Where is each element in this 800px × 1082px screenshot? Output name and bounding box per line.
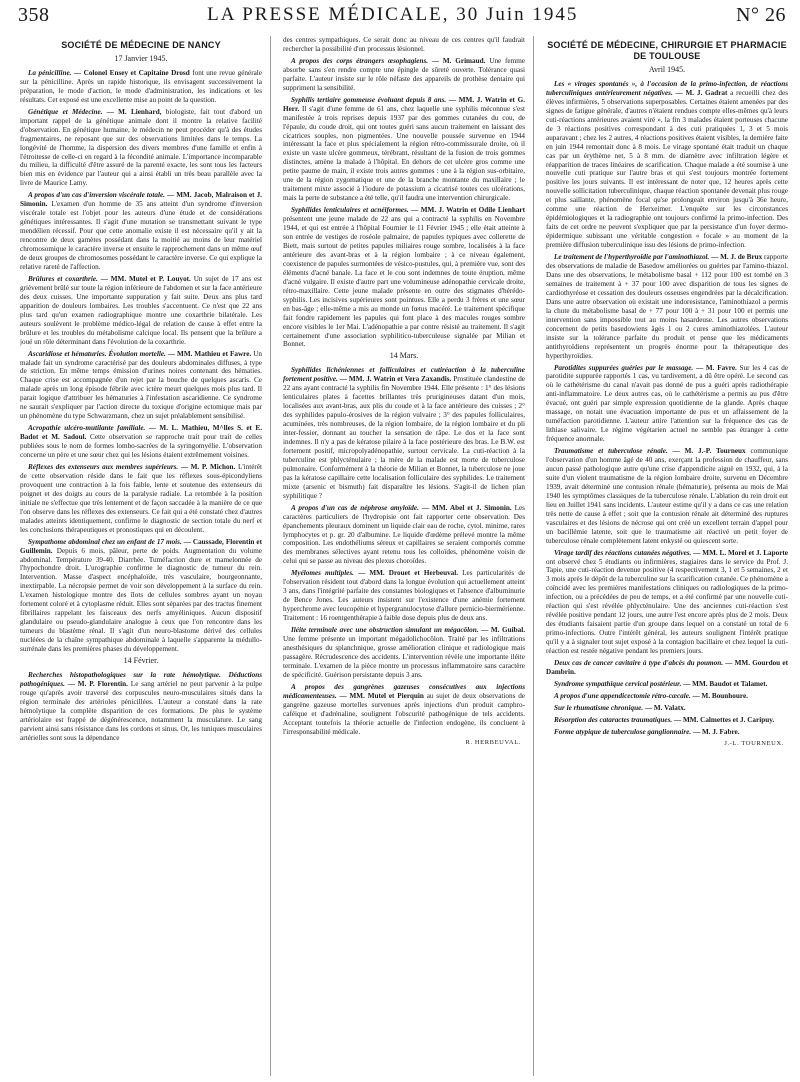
- article-title: A propos des corps étrangers œsophagiens.: [291, 56, 429, 65]
- article-entry: [283, 206, 525, 349]
- article-entry: [20, 69, 262, 105]
- article-entry: [283, 96, 525, 203]
- article-title: Le traitement de l'hyperthyroïdie par l'aminothiazol.: [554, 253, 710, 262]
- article-title: Acropathie ulcéro-mutilante familiale.: [28, 424, 146, 433]
- article-entry: [20, 350, 262, 422]
- article-title: Syndrome sympathique cervical postérieur.: [554, 679, 682, 688]
- continued-text: des centres sympathiques. Ce serait donc au niveau de ces centres qu'il faudrait rechercher la possibilité d'un processus lésionnel.: [283, 36, 525, 53]
- article-body: Un sujet de 17 ans est grièvement brûlé sur toute la région inférieure de l'abdomen et sur la face antérieure des deux cuisses. Une importante suppuration y fait suite. Deux ans plus tard apparition de douleurs lombaires. Les troubles s'accentuent. Ce n'est que 22 ans plus tard qu'un examen radiographique montre une coxarthrie bilatérale. Les auteurs soulèvent le problème médico-légal de relation de cause à effet entre la brûlure et les troubles du métabolisme calcique local. Ils pensent que la brûlure a joué un rôle déterminant dans l'évolution de la coxarthrie.: [20, 274, 262, 346]
- article-authors: — Caussade, Florentin et Guillemin.: [20, 537, 262, 555]
- column-nancy-continued: [283, 36, 534, 1076]
- article-body: Prostituée clandestine de 22 ans ayant contracté la syphilis fin Novembre 1944. Elle présente : 1° des lésions lenticulaires plates à facettes brillantes très prurigineuses datant d'un mois, localisées aux avant-bras, aux plis du coude et à la face antérieure des cuisses ; 2° des syphilides papulo-érosives de la région vulvaire ; 3° des papules folliculaires, acuminées, très nombreuses, de la région lombaire, de la région lombaire et du pli inter-fessier, donnant au toucher la sensation de râpe. Le dos et la face sont indemnes. Il n'y a pas de kératose pilaire à la face postérieure des bras. Le B.W. est fortement positif, micropolyadénopathie, surtout cervicale. La cuti-réaction à la tuberculine est phlycténulaire ; la mère de la malade est morte de tuberculose pulmonaire. Conformément à la théorie de Milian et Bonnet, la tuberculose ne joue pas la kératose capillaire cette localisation folliculaire des syphilides. Le traitement mixte (arsenic et bismuth) fait disparaître les lésions. S'agit-il de lichen plan syphilitique ?: [283, 375, 525, 500]
- article-title: Ascaridiose et hématuries. Évolution mortelle.: [28, 349, 166, 358]
- article-authors: — M. P. Florentin.: [64, 679, 128, 688]
- running-header: [18, 2, 786, 28]
- article-entry: [20, 108, 262, 189]
- society-heading: SOCIÉTÉ DE MÉDECINE, CHIRURGIE ET PHARMACIE DE TOULOUSE: [547, 40, 787, 61]
- article-authors: — MM. Mathieu et Fawre.: [165, 349, 252, 358]
- article-entry: [20, 424, 262, 460]
- article-entry: [546, 704, 788, 713]
- article-authors: — MM. Drouet et Herbeuval.: [353, 569, 459, 578]
- article-list: [283, 366, 525, 736]
- article-entry: [546, 659, 788, 677]
- article-title: Syphilides lenticulaires et acnéiformes.: [291, 206, 409, 215]
- article-entry: [546, 80, 788, 250]
- session-date: 14 Mars.: [389, 351, 419, 361]
- article-title: Syphilides lichéniennes et folliculaires et cutiréaction à la tuberculine fortement positive.: [283, 366, 525, 384]
- article-body: L'examen d'un homme de 35 ans atteint d'un syndrome d'inversion viscérale totale est l'objet pour les auteurs d'une étude et de considérations génétiques intéressantes. Il s'agit d'une mutation se transmettant suivant le type mendélien récessif. Pour que cette anomalie existe il est nécessaire qu'il y ait la rencontre de deux gamètes possédant dans la moitié au moins de leur matériel chromosomique le caractère inverse et ensuite le rapprochement dans un même œuf de deux groupes de chromosomes possédant le caractère inverse. Ce qui explique la relative rareté de l'affection.: [20, 200, 262, 271]
- article-entry: [20, 275, 262, 347]
- article-authors: — MM. J. Watrin et Vera Zaxandis.: [337, 375, 452, 384]
- article-title: Recherches histopathologiques sur la rate hémolytique. Déductions pathogéniques.: [20, 670, 262, 688]
- article-body: L'intérêt de cette observation réside dans le fait que les réflexes sous-épicondyliens provoquent une contraction à la fois faible, lente et soutenue des extenseurs du poignet et des doigts au cours de la paralysie radiale. La retombée à la position initiale ne s'effectue que très lentement et de façon saccadée à la manière de ce que l'on observe dans les réflexes des extenseurs. Ce fait qui a été constaté chez d'autres malades atteints identiquement, confirme le diagnostic de section totale du nerf et les conclusions thérapeutiques et pronostiques qui en découlent.: [20, 462, 263, 534]
- article-entry: [20, 671, 262, 743]
- article-authors: — MM. Jacob, Malraison et J. Simonin.: [20, 191, 262, 209]
- article-body: au sujet de deux observations de gangrène gazeuse mortelles survenues après injections d'un produit camphro-caféique et d'adrénaline, soulignent l'obscurité pathogénique de tels accidents. Acceptant toutefois la théorie actuelle de l'infection endogène, ils concluent à l'irresponsabilité médicale.: [283, 691, 525, 736]
- article-entry: [546, 549, 788, 656]
- article-entry: [20, 538, 262, 654]
- article-title: A propos d'une appendicectomie rétro-cæcale.: [554, 691, 691, 700]
- article-authors: — Colonel Ensey et Capitaine Drosd: [71, 68, 190, 77]
- article-body: Un malade fait un syndrome caractérisé par des douleurs abdominales diffuses, à type de striction. En même temps émission d'urines noires contenant des hématies. Chaque crise est accompagnée d'un rejet par la bouche de quelques ascaris. Ce malade après un long épisode fébrile avec ictère meurt quelques mois plus tard. Il parait logique d'attribuer les hématuries à l'infestation ascaridienne. Ce syndrome ne saurait s'expliquer par l'action directe du toxique d'origine ectomique mais par un phénomène du type Schwarzmann, chez un sujet préalablement sensibilisé.: [20, 349, 262, 421]
- article-authors: — M. Lienhard,: [102, 107, 162, 116]
- article-title: Les « virages spontanés », à l'occasion de la primo-infection, de réactions tuberculiniques antérieurement négatives.: [546, 79, 788, 97]
- article-authors: — M. L. Mathieu, M^lles S. et E. Badot et M. Sadoul.: [20, 424, 262, 442]
- article-entry: [20, 463, 262, 535]
- article-body: Une femme présente un important mégadolichocôlon. Traité par les infiltrations anesthésiques du splanchnique, grosse amélioration clinique et radiologique mais passagère. Récrudescence des accidents. L'intervention révèle une importante iléite terminale. L'examen de la pièce montre un processus inflammatoire sans caractère de spécificité. Guérison persistante depuis 3 ans.: [283, 635, 525, 679]
- article-body: Les particularités de l'observation résident tout d'abord dans la longue évolution qui actuellement atteint 3 ans, dans l'intégrité parfaite des constantes biologiques et l'absence d'albuminurie de Bence Jones. Les auteurs insistent sur l'existence d'une anémie fortement hyperchrome avec leucopénie et hypergranulocytose d'allure pernicio-biermérienne. Traitement : 16 roentgenthérapie à faible dose depuis plus de deux ans.: [283, 569, 525, 623]
- article-list: [546, 80, 788, 737]
- author-signature: J.-L. TOURNEUX.: [724, 739, 784, 747]
- article-title: Iléite terminale avec une obstruction simulant un mégacôlon.: [291, 626, 479, 635]
- article-authors: — MM. L. Morel et J. Laporte: [691, 548, 788, 557]
- article-authors: — MM. Calmettes et J. Caripuy.: [672, 715, 775, 724]
- article-entry: [546, 716, 788, 725]
- article-title: Brûlures et coxarthrie.: [28, 274, 98, 283]
- article-body: Depuis 6 mois, pâleur, perte de poids. Augmentation du volume abdominal. Température 39-40. Diarrhée. Tuméfaction dure et mamelonnée de l'hypochondre droit. L'urographie confirme le diagnostic de tumeur du rein. Intervention. Masse d'aspect encéphaloïde, très vasculaire, bourgeonnante, inextirpable. La nécropsie permet de voir son développement à la surface du rein. L'examen histologique montre des îlots de cellules sombres ayant un noyau fortement coloré et à cytoplasme réduit. Elles sont séparées par des tractus finement fibrillaires rappelant les faisceaux des nerfs amyéliniques. Aucun dispositif glandulaire ou pseudo-glandulaire analogue à ceux que l'on rencontre dans les tumeurs du blastème rénal. Il s'agit d'un neuro-blastome dérivé des cellules nucléées de la chaîne sympathique abdominale à laquelle s'apparente la médullo-surrénale dans les premières phases du développement.: [20, 546, 262, 654]
- article-list: [283, 57, 525, 350]
- article-title: Sympathome abdominal chez un enfant de 17 mois.: [28, 537, 182, 546]
- article-title: A propos des gangrènes gazeuses consécutives aux injections médicamenteuses.: [283, 682, 525, 700]
- article-list: [20, 69, 262, 654]
- article-title: Virage tardif des réactions cutanées négatives.: [554, 548, 692, 557]
- article-body: font une revue générale sur la pénicilline. Après un rapide historique, ils envisagent successivement la préparation, le mode d'action, le mode d'administration, les indications et les résultats. Cet exposé est une excellente mise au point de la question.: [20, 68, 262, 104]
- article-entry: [283, 57, 525, 93]
- article-entry: [283, 504, 525, 567]
- article-entry: [283, 626, 525, 680]
- society-heading: SOCIÉTÉ DE MÉDECINE DE NANCY: [61, 40, 221, 50]
- article-authors: — MM. Baudot et Talamet.: [681, 679, 768, 688]
- article-body: communique l'observation d'un homme âgé de 40 ans, exerçant la profession de chauffeur, sans aucun passé pathologique autre qu'une crise d'appendicite aiguë en 1932, qui, à la suite d'un violent traumatisme de la région lombaire droite, survenu en Décembre 1939, avait déterminé une contusion rénale (hématurie), présenta au mois de Mai 1940 les symptômes classiques de la tuberculose rénale. L'ablation du rein droit eut lieu en Juillet 1941 sans incidents. L'auteur estime qu'il y a dans ce cas une relation très nette de cause à effet ; soit que la contusion rénale ait déterminé des ruptures vasculaires et des lésions de nécrose qui ont créé un excellent terrain d'appel pour un bacillémie latente, soit que le traumatisme ait réactivé un petit foyer de tuberculose rénale complètement latent enkysté ou quiescent sorte.: [546, 447, 788, 545]
- article-body: Une femme absorbe sans s'en rendre compte une épingle de sûreté ouverte. Tolérance quasi parfaite. L'auteur insiste sur le rôle néfaste des appareils de prothèse dentaire qui suppriment la sensibilité.: [283, 56, 525, 92]
- article-title: Résorption des cataractes traumatiques.: [554, 715, 673, 724]
- article-authors: — M. J. Fabre.: [691, 727, 740, 736]
- article-authors: — MM. J. Watrin et G. Herr.: [283, 95, 526, 113]
- issue-number: N° 26: [736, 3, 786, 26]
- article-entry: [546, 680, 788, 689]
- article-list: [20, 671, 262, 743]
- article-authors: — MM. Mutel et P. Louyot.: [97, 274, 191, 283]
- article-authors: — MM. Mutel et Pierquin: [336, 691, 424, 700]
- article-authors: — M. P. Michon.: [178, 462, 236, 471]
- article-title: Réflexes des extenseurs aux membres supérieurs.: [28, 462, 179, 471]
- session-date: Avril 1945.: [648, 65, 686, 74]
- article-authors: — MM. Abel et J. Simonin.: [418, 503, 512, 512]
- article-authors: — M. J. Gadrat: [672, 88, 728, 97]
- article-body: présentent une jeune malade de 22 ans qui a contracté la syphilis en Novembre 1944, et qui est entrée à l'hôpital Fournier le 11 Février 1945 ; elle était atteinte à son entrée de vestiges de roséole palmaire, de papules typiques avec collerette de Biett, mais surtout de petites papules miliaires rouge sombre, localisées à la face antérieure des avant-bras et à la région lombaire ; à ce niveau également, coexistence de papules surmontées de vésico-pustules, qui, à première vue, sont des éléments d'acné banale. La face et le cou sont indemnes de toute éruption, même d'acné vulgaire. Il existe d'autre part une volumineuse adénopathie cervicale droite, rétro-maxillaire. Cette jeune malade présente en outre des stigmates d'hérédo-syphilis. Les incisives supérieures sont pointues. Elle a perdu 3 frères et une sœur en bas-âge ; elle-même a mis au monde un fœtus macéré. Le traitement spécifique fait fondre rapidement les papules qui font place à des macules rouges sombre encore visibles le 1er Mai. L'adénopathie a par contre résisté au traitement. Il s'agit certainement d'une association syphilitico-tuberculeuse signalée par Milian et Bonnet.: [283, 215, 525, 349]
- article-authors: — MM. J. Watrin et Odile Lienhart: [408, 206, 525, 215]
- article-title: Traumatisme et tuberculose rénale.: [554, 447, 668, 456]
- article-authors: — M. Valatx.: [643, 703, 686, 712]
- article-authors: — M. J. de Brux: [709, 253, 763, 262]
- article-title: Forme atypique de tuberculose ganglionnaire.: [554, 727, 692, 736]
- article-entry: [283, 366, 525, 500]
- article-title: Syphilis tertiaire gommeuse évoluant depuis 8 ans.: [291, 95, 447, 104]
- article-title: Génétique et Médecine.: [28, 107, 103, 116]
- article-body: rapporte des observations de maladie de Basedow améliorées ou guéries par l'amino-thiazol. Dans une des observations, le métabolisme basal + 112 pour 100 est tombé en 3 semaines de traitement à + 37 pour 100 avec disparition de tous les signes de cardiothyréose et cessation des douleurs osseuses engendrées par la décalcification. Dans une autre observation où existait une indoresistance, l'aminothiazol a permis la chute du métabolisme basal de + 77 pour 100 à + 31 pour 100 et permis une intervention sans impossible tout au moins hasardeuse. Les autres observations concernent de petits basedowiens âgés 1 ou 2 cures aminothiazolées. L'auteur insiste sur la tolérance parfaite du produit et pense que les médicaments antithyroïdiens représentent un progrès énorme pour la thérapeutique des hyperthyroïdies.: [546, 253, 788, 360]
- article-authors: — M. Grimaud.: [428, 56, 486, 65]
- article-body: ont observé chez 5 étudiants ou infirmières, stagiaires dans le service du Prof. J. Tapie, une cuti-réaction devenue positive (4 respectivement 3, 1 et 5 semaines, 2 et 3 mois après le dépôt de la tuberculine sur la scarification cutanée. Ce phénomène a coïncidé avec les premières manifestations cliniques ou radiologiques de la primo-infection, ou a précédées de peu de temps, et a été confirmé par une nouvelle cuti-réaction qui s'est révélée phlycténulaire. Une des anciennes cuti-réaction s'est révélée positive pendant 12 jours, une autre l'est encore après plus de 2 mois. Deux des étudiants faisaient partie d'un groupe dans lequel on a constaté un total de 6 primo-infections. Outre l'intérêt général, les auteurs soulignent l'intérêt pratique qu'il y a à signaler tout sujet exposé à la contagion bacillaire et chez lequel la cuti-réaction est restée négative pendant les premiers jours.: [546, 557, 788, 656]
- session-date: 17 Janvier 1945.: [114, 54, 168, 63]
- journal-title: LA PRESSE MÉDICALE, 30 Juin 1945: [207, 4, 579, 25]
- article-authors: — M. J.-P. Tourneux: [667, 447, 746, 456]
- article-authors: — M. Guibal.: [478, 626, 525, 635]
- article-title: Deux cas de cancer cavitaire à type d'abcès du poumon.: [554, 659, 724, 667]
- article-authors: — MM. Gourdou et Dambrin.: [546, 659, 788, 676]
- column-nancy: [20, 36, 271, 1076]
- article-body: Il s'agit d'une femme de 61 ans, chez laquelle une syphilis méconnue s'est manifestée à trois reprises depuis 1937 par des gommes cutanées du cou, de l'épaule, du coude droit, qui ont toutes guéri sans aucun traitement en laissant des cicatrices souples, non pigmentées. Une nouvelle poussée survenue en 1944 intéressant la face et plus spécialement la région rétro-commissurale droite, où il existe un vaste ulcère gommeux, térébrant, résultant de la fusion de trois gommes distinctes, amène la malade à l'hôpital. En dehors de cet ulcère gros comme une petite paume de main, il existe trois autres gommes : une à la région sus-orbitaire, une de la région zygomatique et une de la branche montante du maxillaire ; le traitement mixte associé à l'iodure de potassium a cicatrisé toutes ces ulcérations, mais la perte de substance a été telle, qu'il faudra une intervention chirurgicale.: [283, 104, 525, 203]
- article-entry: [546, 364, 788, 445]
- article-body: a recueilli chez des élèves infirmières, 5 observations superposables. Certaines étaient amenées par des signes de fatigue générale, d'autres n'étaient rendues compte elles-mêmes qu'à leurs cuti-réactions antérieures avaient viré », la fin 3 malades étaient porteuses chacune de 3 réactions positives correspondant à des cuti pratiquées 1, 3 et 5 mois auparavant ; chez les 2 autres, 4 réactions positives étaient visibles, la dernière faite en juin 1944 remontait donc à 8 mois. Le virage spontané était traduit un chaque cas par un érythème net, 5 à 8 mm. de diamètre avec infiltration légère et réapparition de traces linéaires de scarification. Chaque malade a été soumise à une nouvelle cuti pratique sur l'autre bras et qui s'est toujours montrée fortement positive les jours suivants. Il est intéressant de noter que, 12 heures après cette nouvelle sollicitation tuberculinique, chaque réaction spontanée devenait plus rouge et plus saillante, phénomène focal qu'se prolongeait environ jusqu'à 36e heure, comme une réaction de Herxeimer. L'enquête sur les circonstances épidémiologiques et la radiographie ont toujours confirmé la primo-infection. Des faits de cet ordre ne peuvent s'expliquer que par la persistance d'un foyer dermo-épidermique subissant une véritable congestion « focale » au moment de la première diffusion tuberculinique issu des lésions de primo-infection.: [546, 88, 788, 250]
- article-entry: [546, 728, 788, 737]
- article-entry: [546, 447, 788, 545]
- article-body: Sur les 4 cas de parotidite suppurée rapportés 1 cas, vu tardivement, a dû être opéré. Le second cas où le cathétérisme du canal n'avait pas donné de pus a guéri après radiothérapie anti-inflammatoire. Le deux autres cas, où le cathétérisme a permis au pus d'être évacué, ont guéri par simple expression quotidienne de la glande. Après chaque massage, on notait une évacuation importante de pus et un affaissement de la tuméfaction parotidienne. L'auteur attire l'attention sur la fréquence des cas de lithiase salivaire. Le régime végétarien actuel ne semble pas étranger à cette fréquence anormale.: [546, 363, 788, 444]
- page-number: 358: [18, 3, 50, 26]
- article-title: A propos d'un cas de néphrose amyloïde.: [291, 503, 419, 512]
- article-entry: [20, 191, 262, 272]
- article-title: La pénicilline.: [28, 68, 72, 77]
- author-signature: R. HERBEUVAL.: [465, 739, 521, 747]
- article-title: A propos d'un cas d'inversion viscérale totale.: [28, 191, 165, 200]
- article-body: Le sang artériel ne peut parvenir à la pulpe rouge qu'après avoir traversé des corpuscules neuro-musculaires situés dans la région terminale des artérioles pénicillées. L'auteur a constaté dans la rate hémolytique la complète disparition de ces formations. De plus le système artériolaire est frappé de dégénérescence, notamment la musculature. Le sang parvient ainsi sans résistance dans les cordons et sinus. Or, les tuniques musculaires artérielles sont sous la dépendance: [20, 679, 262, 742]
- article-entry: [283, 683, 525, 737]
- article-title: Myélomes multiples.: [291, 569, 354, 578]
- article-body: Cette observation se rapproche trait pour trait de celles publiées sous le nom de formes lombo-sacrées de la syringomyélie. L'observation concerne un père et une sœur chez qui les lésions étaient extrêmement voisines.: [20, 433, 263, 460]
- session-date: 14 Février.: [123, 656, 159, 665]
- article-body: Les caractères particuliers de l'hydropisie ont fait rapporter cette observation. Des épanchements pleuraux dominent un liquide clair eau de roche, cytol. minime, rares lymphocytes et p. gr. 20 d'albumine. Le liquide d'œdème prélevé montre la même composition. Les endothéliums séreux et capillaires se seraient comportés comme des membranes sélectives ayant retenu tous les colloïdes, phénomène voisin de celui qui se passe au niveau des plexus choroïdes.: [283, 503, 525, 566]
- article-title: Parotidites suppurées guéries par le massage.: [554, 363, 694, 372]
- article-authors: — M. Bounhoure.: [690, 691, 748, 700]
- article-body: biologiste, fait tout d'abord un important rappel de la génétique animale dont il montre la relative facilité d'observation. En génétique humaine, le médecin ne peut procéder qu'à des études fragmentaires, ne reposant que sur des observations limitées dans le temps. La longévité de l'homme, la dispersion des divers membres d'une famille et enfin à l'étroitesse de celle-ci en regard à la fécondité animale. L'importance incomparable du milieu, la difficulté d'être assuré de la parenté exacte, les sont tous les facteurs bien mis en évidence par l'auteur qui a ainsi établi un très beau parallèle avec la livre de Maurice Lamy.: [20, 107, 262, 188]
- article-entry: [546, 692, 788, 701]
- article-entry: [283, 569, 525, 623]
- article-authors: — M. Favre.: [693, 363, 737, 372]
- article-entry: [546, 253, 788, 360]
- column-toulouse: [546, 36, 788, 1076]
- article-columns: [20, 36, 788, 1076]
- article-title: Sur le rhumatisme chronique.: [554, 703, 644, 712]
